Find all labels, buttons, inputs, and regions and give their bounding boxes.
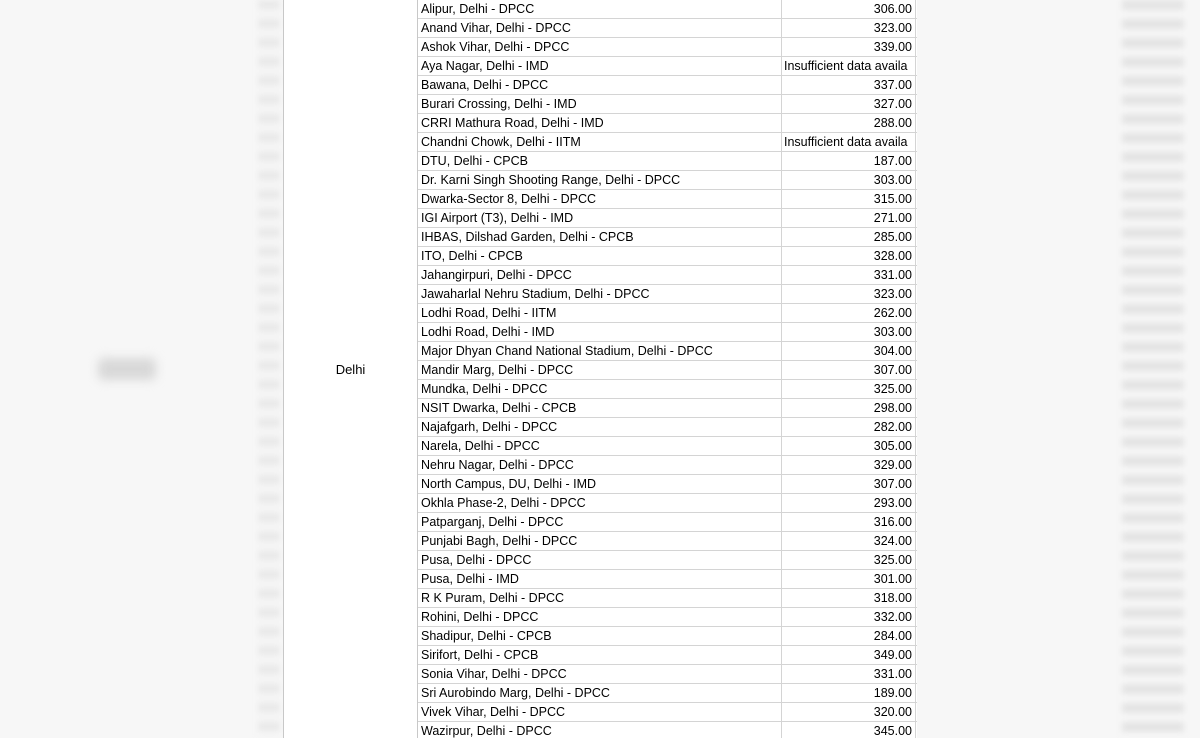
aqi-cell[interactable]: 285.00 [782,228,916,246]
aqi-cell[interactable]: 284.00 [782,627,916,645]
station-cell[interactable]: DTU, Delhi - CPCB [418,152,782,170]
table-row [418,703,918,722]
aqi-cell[interactable]: 293.00 [782,494,916,512]
station-cell[interactable]: IGI Airport (T3), Delhi - IMD [418,209,782,227]
aqi-cell[interactable]: 187.00 [782,152,916,170]
aqi-cell[interactable]: 320.00 [782,703,916,721]
station-cell[interactable]: Shadipur, Delhi - CPCB [418,627,782,645]
aqi-cell[interactable]: 331.00 [782,266,916,284]
aqi-cell[interactable]: 288.00 [782,114,916,132]
table-row [418,513,918,532]
aqi-cell[interactable]: 332.00 [782,608,916,626]
aqi-cell[interactable]: 331.00 [782,665,916,683]
aqi-cell[interactable]: 262.00 [782,304,916,322]
station-cell[interactable]: IHBAS, Dilshad Garden, Delhi - CPCB [418,228,782,246]
station-cell[interactable]: NSIT Dwarka, Delhi - CPCB [418,399,782,417]
aqi-cell[interactable]: 337.00 [782,76,916,94]
station-rows [418,0,918,738]
station-cell[interactable]: Mundka, Delhi - DPCC [418,380,782,398]
table-row [418,361,918,380]
station-cell[interactable]: Anand Vihar, Delhi - DPCC [418,19,782,37]
station-cell[interactable]: North Campus, DU, Delhi - IMD [418,475,782,493]
station-cell[interactable]: Alipur, Delhi - DPCC [418,0,782,18]
table-row [418,304,918,323]
aqi-cell[interactable]: Insufficient data availa [782,57,916,75]
aqi-cell[interactable]: 349.00 [782,646,916,664]
station-cell[interactable]: ITO, Delhi - CPCB [418,247,782,265]
aqi-cell[interactable]: 303.00 [782,171,916,189]
station-cell[interactable]: CRRI Mathura Road, Delhi - IMD [418,114,782,132]
table-row [418,247,918,266]
aqi-cell[interactable]: 327.00 [782,95,916,113]
aqi-cell[interactable]: 189.00 [782,684,916,702]
table-row [418,114,918,133]
blurred-label [98,358,156,380]
table-row [418,190,918,209]
aqi-cell[interactable]: 305.00 [782,437,916,455]
station-cell[interactable]: Dwarka-Sector 8, Delhi - DPCC [418,190,782,208]
station-cell[interactable]: Jahangirpuri, Delhi - DPCC [418,266,782,284]
table-row [418,171,918,190]
table-row [418,570,918,589]
table-row [418,551,918,570]
station-cell[interactable]: Lodhi Road, Delhi - IMD [418,323,782,341]
station-cell[interactable]: Rohini, Delhi - DPCC [418,608,782,626]
table-row [418,76,918,95]
table-row [418,399,918,418]
station-cell[interactable]: Aya Nagar, Delhi - IMD [418,57,782,75]
station-cell[interactable]: Pusa, Delhi - IMD [418,570,782,588]
table-row [418,684,918,703]
aqi-cell[interactable]: 271.00 [782,209,916,227]
aqi-cell[interactable]: 303.00 [782,323,916,341]
aqi-cell[interactable]: 304.00 [782,342,916,360]
table-row [418,19,918,38]
blurred-number-column [1122,0,1184,738]
station-cell[interactable]: Punjabi Bagh, Delhi - DPCC [418,532,782,550]
aqi-cell[interactable]: 325.00 [782,380,916,398]
table-row [418,627,918,646]
blurred-right-region [917,0,1200,738]
station-cell[interactable]: Patparganj, Delhi - DPCC [418,513,782,531]
table-row [418,38,918,57]
aqi-cell[interactable]: 318.00 [782,589,916,607]
state-cell[interactable]: Delhi [284,0,418,738]
station-cell[interactable]: Chandni Chowk, Delhi - IITM [418,133,782,151]
station-cell[interactable]: Wazirpur, Delhi - DPCC [418,722,782,738]
station-cell[interactable]: Lodhi Road, Delhi - IITM [418,304,782,322]
table-row [418,209,918,228]
table-row [418,665,918,684]
table-row [418,152,918,171]
table-row [418,418,918,437]
table-row [418,228,918,247]
table-row [418,57,918,76]
station-cell[interactable]: Dr. Karni Singh Shooting Range, Delhi - DPCC [418,171,782,189]
aqi-cell[interactable]: 323.00 [782,285,916,303]
station-cell[interactable]: Burari Crossing, Delhi - IMD [418,95,782,113]
aqi-cell[interactable]: 315.00 [782,190,916,208]
table-row [418,589,918,608]
table-row [418,323,918,342]
station-cell[interactable]: Bawana, Delhi - DPCC [418,76,782,94]
blurred-column [258,0,280,738]
station-cell[interactable]: Mandir Marg, Delhi - DPCC [418,361,782,379]
table-row [418,437,918,456]
table-row [418,456,918,475]
table-row [418,646,918,665]
table-row [418,380,918,399]
blurred-left-region [0,0,283,738]
table-row [418,608,918,627]
aqi-cell[interactable]: 324.00 [782,532,916,550]
aqi-cell[interactable]: 323.00 [782,19,916,37]
aqi-cell[interactable]: Insufficient data availa [782,133,916,151]
station-cell[interactable]: Major Dhyan Chand National Stadium, Delhi - DPCC [418,342,782,360]
station-cell[interactable]: R K Puram, Delhi - DPCC [418,589,782,607]
table-row [418,342,918,361]
aqi-cell[interactable]: 328.00 [782,247,916,265]
table-row [418,266,918,285]
table-row [418,475,918,494]
table-row [418,494,918,513]
table-row [418,722,918,738]
aqi-cell[interactable]: 306.00 [782,0,916,18]
station-cell[interactable]: Pusa, Delhi - DPCC [418,551,782,569]
spreadsheet-grid [283,0,918,738]
aqi-cell[interactable]: 316.00 [782,513,916,531]
aqi-cell[interactable]: 329.00 [782,456,916,474]
station-cell[interactable]: Sonia Vihar, Delhi - DPCC [418,665,782,683]
station-cell[interactable]: Najafgarh, Delhi - DPCC [418,418,782,436]
station-cell[interactable]: Vivek Vihar, Delhi - DPCC [418,703,782,721]
aqi-cell[interactable]: 298.00 [782,399,916,417]
table-row [418,95,918,114]
aqi-cell[interactable]: 345.00 [782,722,916,738]
station-cell[interactable]: Ashok Vihar, Delhi - DPCC [418,38,782,56]
station-cell[interactable]: Sri Aurobindo Marg, Delhi - DPCC [418,684,782,702]
station-cell[interactable]: Jawaharlal Nehru Stadium, Delhi - DPCC [418,285,782,303]
station-cell[interactable]: Narela, Delhi - DPCC [418,437,782,455]
aqi-cell[interactable]: 307.00 [782,361,916,379]
table-row [418,532,918,551]
aqi-cell[interactable]: 301.00 [782,570,916,588]
station-cell[interactable]: Okhla Phase-2, Delhi - DPCC [418,494,782,512]
station-cell[interactable]: Nehru Nagar, Delhi - DPCC [418,456,782,474]
aqi-cell[interactable]: 325.00 [782,551,916,569]
station-cell[interactable]: Sirifort, Delhi - CPCB [418,646,782,664]
table-row [418,0,918,19]
table-row [418,285,918,304]
aqi-cell[interactable]: 307.00 [782,475,916,493]
aqi-cell[interactable]: 282.00 [782,418,916,436]
aqi-cell[interactable]: 339.00 [782,38,916,56]
table-row [418,133,918,152]
